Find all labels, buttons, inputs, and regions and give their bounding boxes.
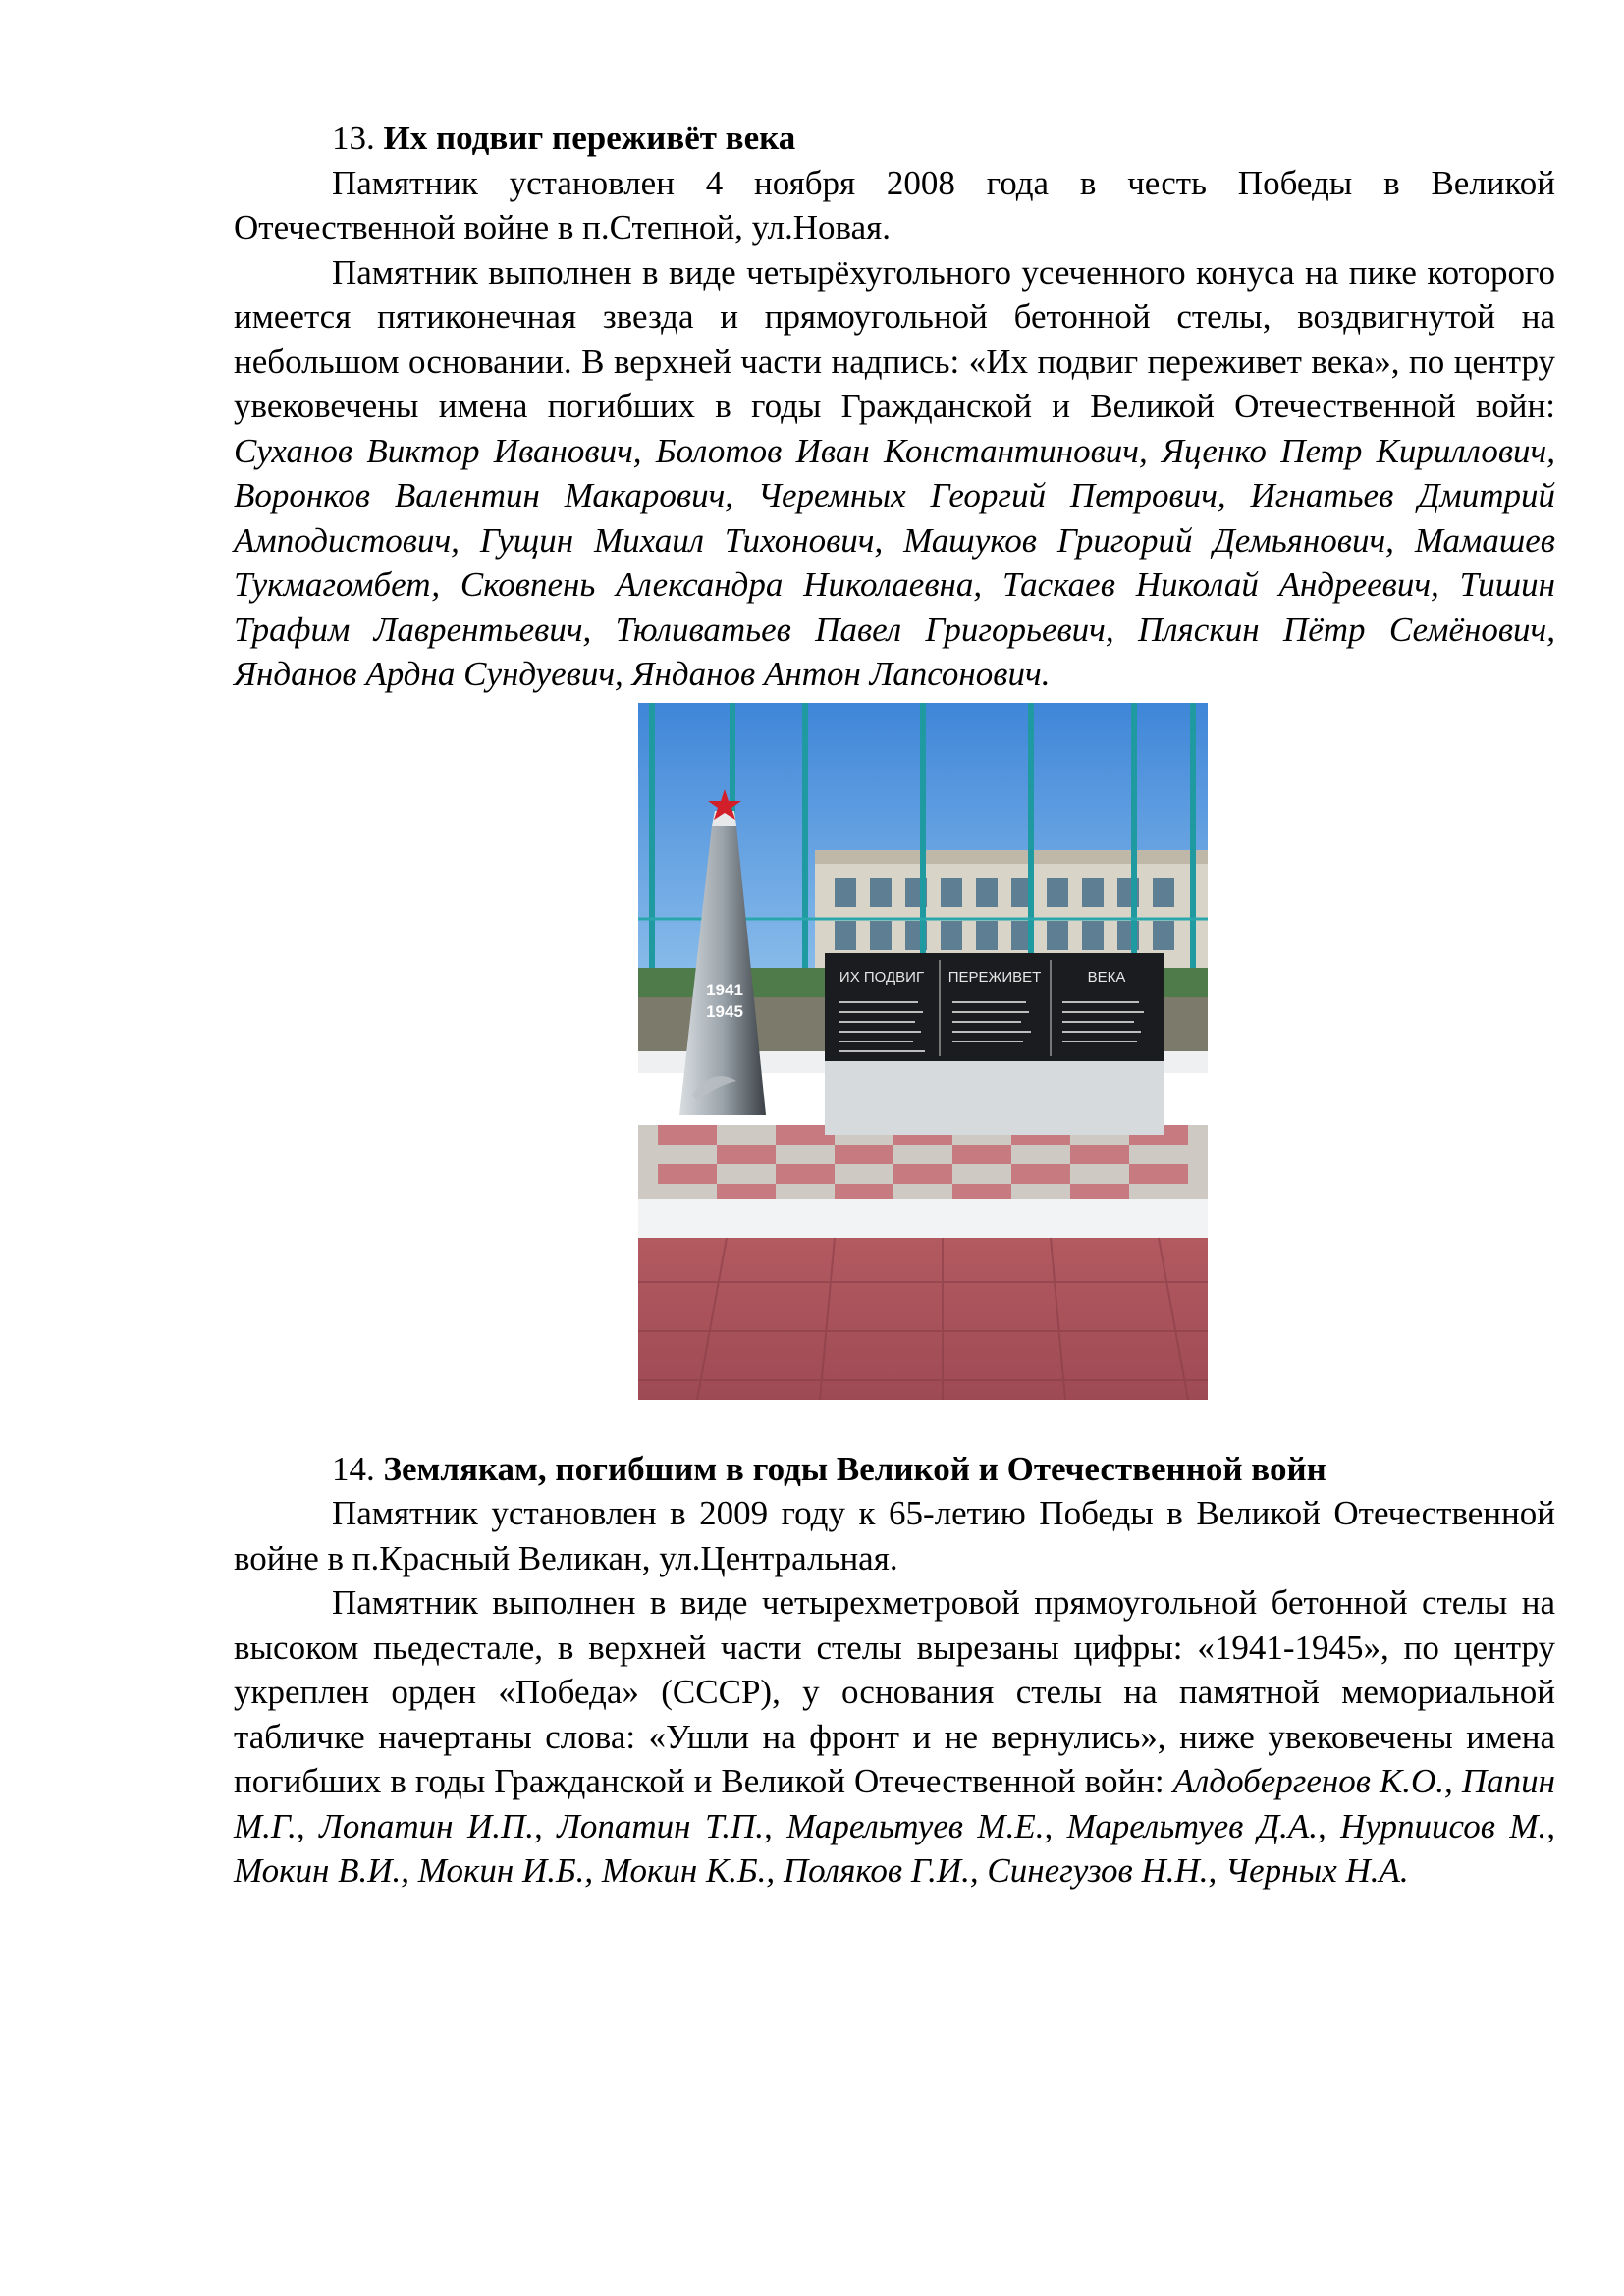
section-14-paragraph-2 — [234, 1580, 1555, 1894]
obelisk-year-1: 1941 — [706, 980, 743, 999]
section-14-paragraph-1: Памятник установлен в 2009 году к 65-летию Победы в Великой Отечественной войне в п.Красный Великан, ул.Центральная. — [234, 1494, 1555, 1577]
stela-word-3: ВЕКА — [1087, 968, 1126, 986]
section-13-heading — [234, 116, 1555, 161]
obelisk-year-2: 1945 — [706, 1001, 743, 1021]
section-13-title: Их подвиг переживёт века — [383, 119, 796, 157]
section-13-paragraph-2 — [234, 250, 1555, 697]
section-13-names: Суханов Виктор Иванович, Болотов Иван Константинович, Яценко Петр Кириллович, Воронков Валентин Макарович, Черемных Георгий Петрович, Игнатьев Дмитрий Амподистович, Гущин Михаил Тихонович, Машуков Григорий Демьянович, Мамашев Тукмагомбет, Сковпень Александра Николаевна, Таскаев Николай Андреевич, Тишин Трафим Лаврентьевич, Тюливатьев Павел Григорьевич, Пляскин Пётр Семёнович, Янданов Ардна Сундуевич, Янданов Антон Лапсонович. — [234, 431, 1555, 693]
stela-word-1: ИХ ПОДВИГ — [839, 968, 925, 986]
spacer — [234, 1400, 1555, 1447]
section-14-description: Памятник выполнен в виде четырехметровой прямоугольной бетонной стелы на высоком пьедестале, в верхней части стелы вырезаны цифры: «1941-1945», по центру укреплен орден «Победа» (СССР), у основания стелы на памятной мемориальной табличке начертаны слова: «Ушли на фронт и не вернулись», ниже увековечены имена погибших в годы Гражданской и Великой Отечественной войн: — [234, 1583, 1555, 1800]
section-13-paragraph-1: Памятник установлен 4 ноября 2008 года в честь Победы в Великой Отечественной войне в п.Степной, ул.Новая. — [234, 163, 1555, 246]
section-14-title: Землякам, погибшим в годы Великой и Отечественной войн — [383, 1449, 1326, 1488]
photo-wrapper — [234, 703, 1555, 1400]
section-14-names: Алдобергенов К.О., Папин М.Г., Лопатин И.П., Лопатин Т.П., Марельтуев М.Е., Марельтуев Д.А., Нурпиисов М., Мокин В.И., Мокин И.Б., Мокин К.Б., Поляков Г.И., Синегузов Н.Н., Черных Н.А. — [234, 1762, 1555, 1890]
section-13-description: Памятник выполнен в виде четырёхугольного усеченного конуса на пике которого имеется пятиконечная звезда и прямоугольной бетонной стелы, воздвигнутой на небольшом основании. В верхней части надпись: «Их подвиг переживет века», по центру увековечены имена погибших в годы Гражданской и Великой Отечественной войн: — [234, 252, 1555, 425]
document-page — [234, 116, 1555, 1894]
memorial-photo — [638, 703, 1208, 1400]
section-13-number: 13. — [332, 119, 375, 157]
section-14-number: 14. — [332, 1449, 375, 1488]
stela-word-2: ПЕРЕЖИВЕТ — [947, 968, 1042, 986]
section-14-heading — [234, 1447, 1555, 1492]
